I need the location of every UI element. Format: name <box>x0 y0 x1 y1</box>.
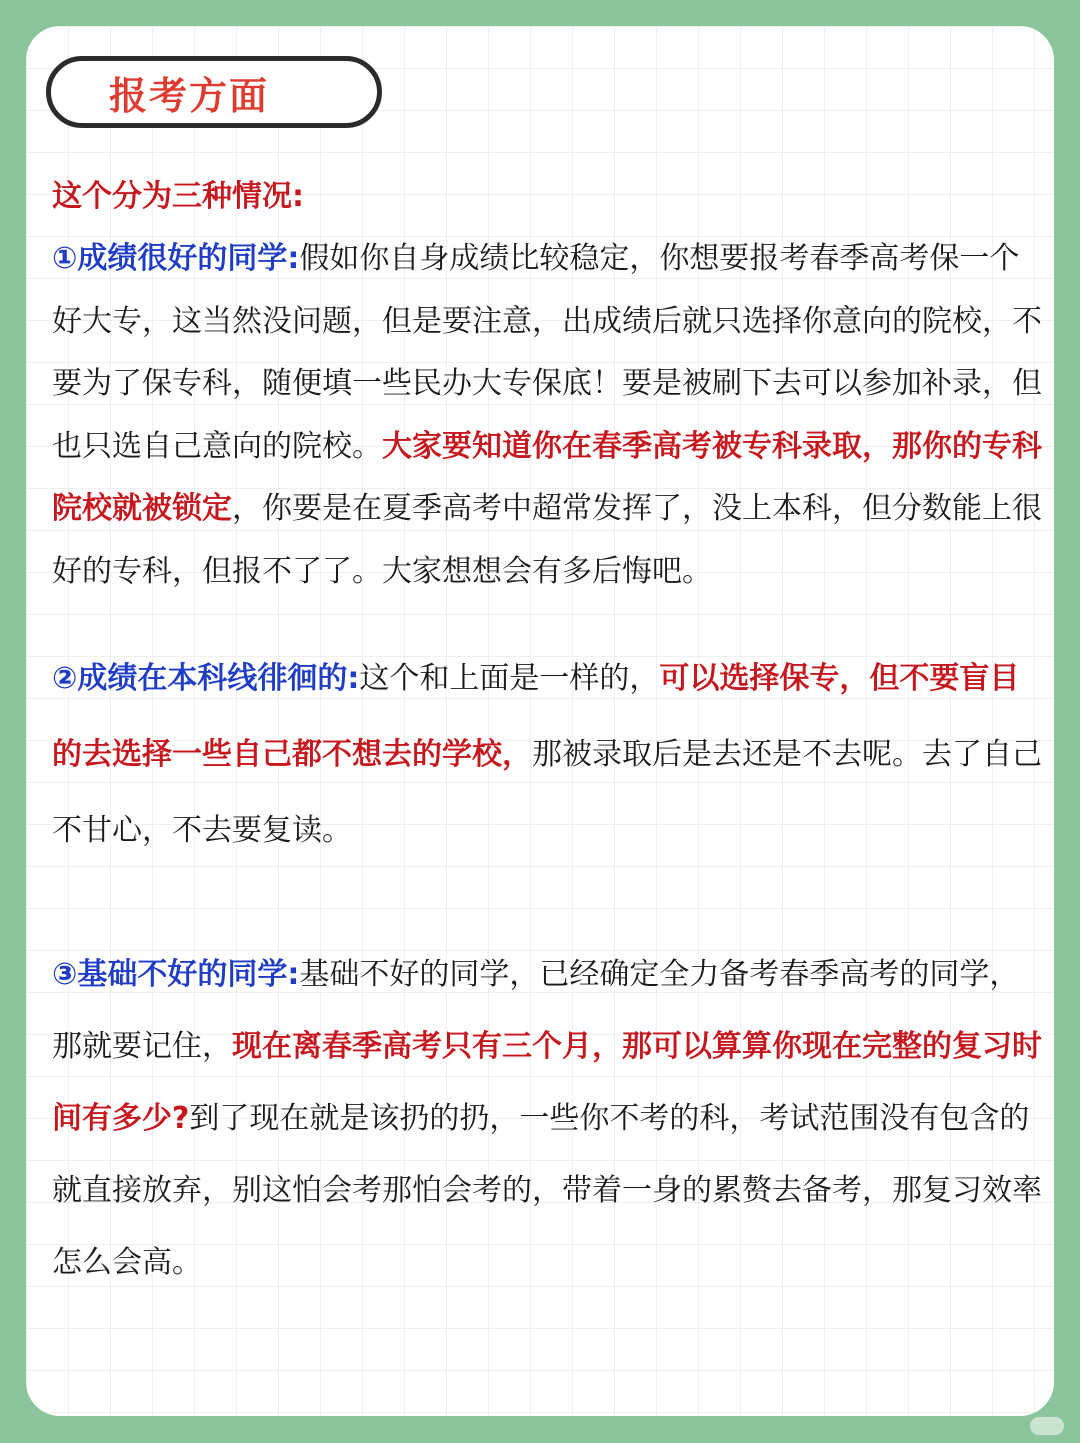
section-1-text-a: 假如你自身成绩比较稳定，你想要报考春季高考保一个好大专，这当然没问题，但是要注意，出成绩后就只选择你意向的院校，不要为了保专科，随便填一些民办大专保底！要是被刷下去可以参加补录，但也只选自己意向的院校。 <box>52 241 1042 464</box>
section-1-highlight: 大家要知道你在春季高考被专科录取，那你的专科院校就被锁定 <box>52 428 1042 526</box>
section-1-heading: ①成绩很好的同学: <box>52 241 300 276</box>
section-3-text-a: 基础不好的同学，已经确定全力备考春季高考的同学，那就要记住， <box>52 957 1020 1064</box>
section-3-heading: ③基础不好的同学: <box>52 957 300 992</box>
section-2-text-b: 那被录取后是去还是不去呢。去了自己不甘心，不去要复读。 <box>52 737 1042 848</box>
content-card <box>26 26 1054 1416</box>
section-1-paragraph <box>52 228 1046 603</box>
title-badge <box>46 56 382 128</box>
page-title: 报考方面 <box>109 74 270 118</box>
section-2-paragraph <box>52 641 1046 869</box>
section-3-text-b: 到了现在就是该扔的扔，一些你不考的科，考试范围没有包含的就直接放弃，别这怕会考那怕会考的，带着一身的累赘去备考，那复习效率怎么会高。 <box>52 1101 1042 1280</box>
section-2-heading: ②成绩在本科线徘徊的: <box>52 661 360 696</box>
article-body <box>52 166 1046 1299</box>
section-2-highlight: 可以选择保专，但不要盲目的去选择一些自己都不想去的学校， <box>52 661 1020 772</box>
section-3-highlight: 现在离春季高考只有三个月，那可以算算你现在完整的复习时间有多少? <box>52 1029 1042 1136</box>
section-2-text-a: 这个和上面是一样的， <box>359 661 660 696</box>
intro-line: 这个分为三种情况: <box>52 179 304 214</box>
watermark-badge <box>1030 1417 1064 1435</box>
section-1-text-b: ，你要是在夏季高考中超常发挥了，没上本科，但分数能上很好的专科，但报不了了。大家想想会有多后悔吧。 <box>52 491 1042 589</box>
section-3-paragraph <box>52 939 1046 1299</box>
